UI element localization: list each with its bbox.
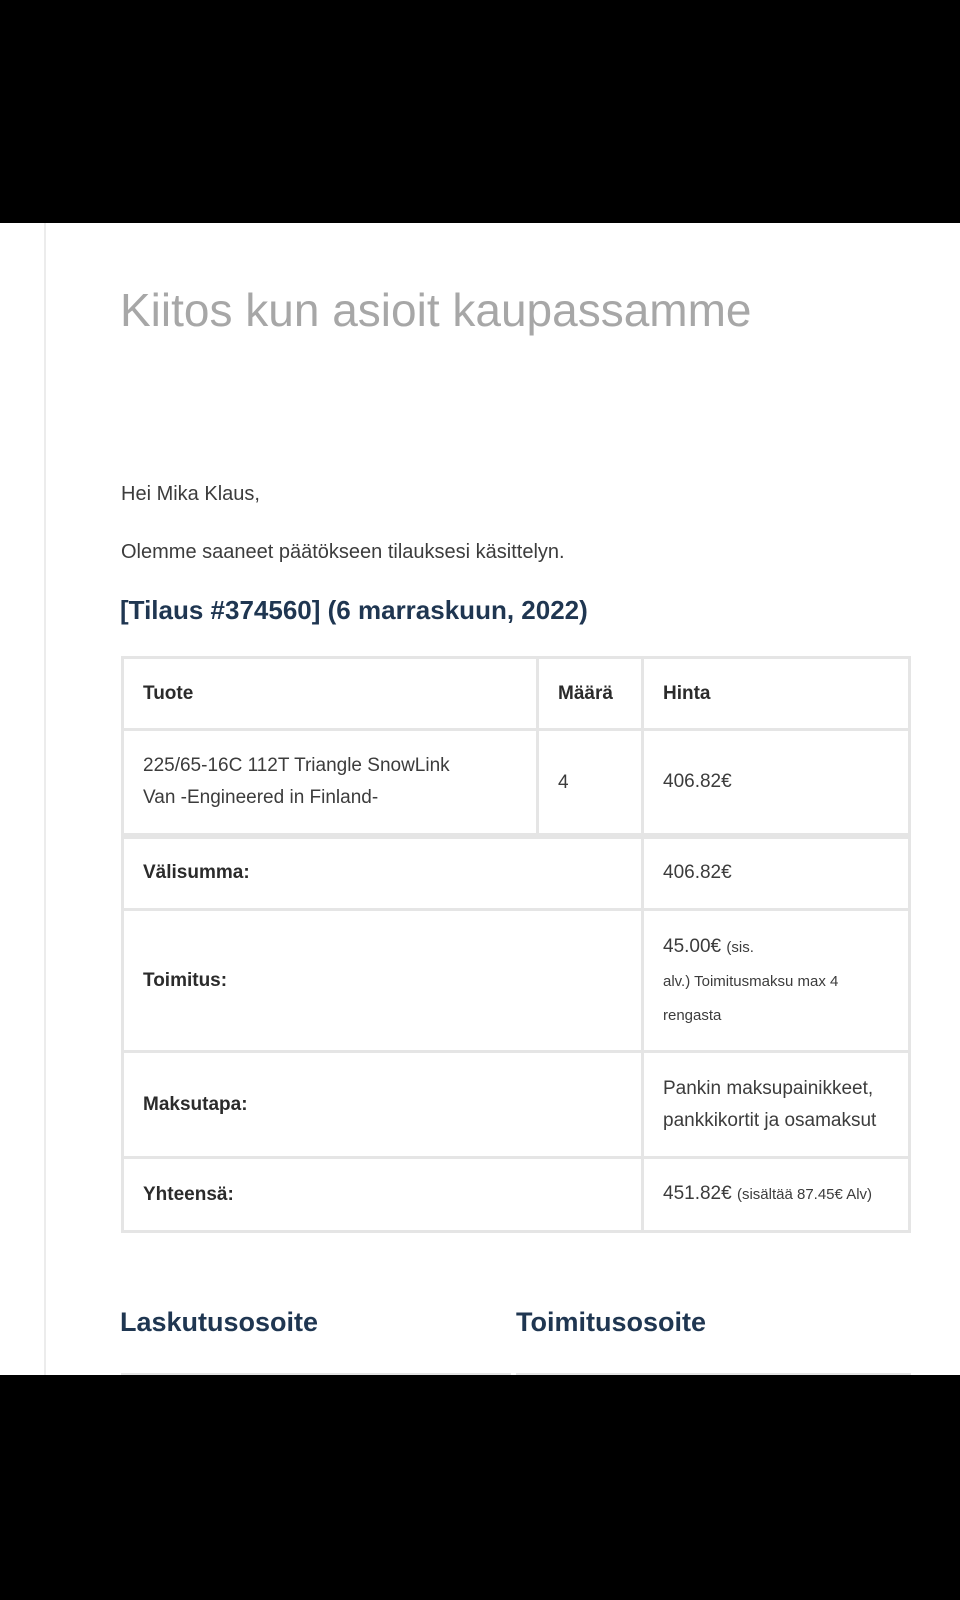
subtotal-value: 406.82€ — [643, 836, 910, 910]
total-amount: 451.82€ — [663, 1183, 732, 1204]
payment-row — [123, 1052, 910, 1158]
total-label: Yhteensä: — [123, 1158, 643, 1232]
payment-line2: pankkikortit ja osamaksut — [663, 1109, 877, 1131]
payment-value — [643, 1052, 910, 1158]
shipping-address-title: Toimitusosoite — [516, 1307, 707, 1337]
table-header-row — [123, 658, 910, 730]
greeting-text: Hei Mika Klaus, — [121, 483, 260, 505]
top-black-bar — [0, 0, 960, 223]
subtotal-row — [123, 836, 910, 910]
subtotal-label: Välisumma: — [123, 836, 643, 910]
item-product-line2: Van -Engineered in Finland- — [143, 786, 379, 808]
header-price: Hinta — [643, 658, 910, 730]
total-note: (sisältää 87.45€ Alv) — [736, 1186, 873, 1203]
item-product-line1: 225/65-16C 112T Triangle SnowLink — [143, 754, 450, 776]
header-quantity: Määrä — [538, 658, 643, 730]
payment-label: Maksutapa: — [123, 1052, 643, 1158]
item-quantity: 4 — [538, 730, 643, 836]
shipping-note-1: (sis. — [726, 938, 754, 956]
table-row — [123, 730, 910, 836]
intro-text: Olemme saaneet päätökseen tilauksesi käsittelyn. — [121, 541, 565, 563]
header-product: Tuote — [123, 658, 538, 730]
item-price: 406.82€ — [643, 730, 910, 836]
shipping-amount: 45.00€ — [663, 935, 722, 957]
shipping-value — [643, 910, 910, 1052]
bottom-black-bar — [0, 1375, 960, 1600]
shipping-label: Toimitus: — [123, 910, 643, 1052]
shipping-note-3: rengasta — [663, 1006, 722, 1024]
left-divider — [44, 223, 46, 1375]
shipping-note-2: alv.) Toimitusmaksu max 4 — [663, 972, 839, 990]
total-row — [123, 1158, 910, 1232]
shipping-row — [123, 910, 910, 1052]
payment-line1: Pankin maksupainikkeet, — [663, 1077, 874, 1099]
email-body — [0, 223, 960, 1375]
order-title: [Tilaus #374560] (6 marraskuun, 2022) — [120, 595, 588, 625]
email-heading: Kiitos kun asioit kaupassamme — [120, 284, 752, 336]
total-value — [643, 1158, 910, 1232]
item-product — [123, 730, 538, 836]
billing-address-title: Laskutusosoite — [120, 1307, 319, 1337]
order-table — [121, 656, 911, 1233]
